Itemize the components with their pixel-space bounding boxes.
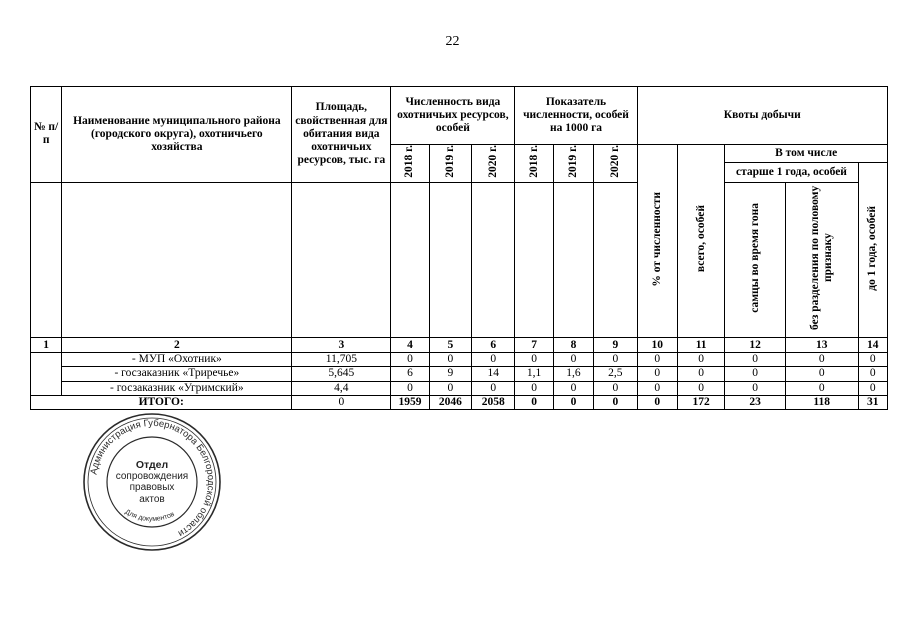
stamp-ring-textpath: Администрация Губернатора Белгородской области [88,417,217,539]
total-den-2019: 0 [553,395,593,409]
total-pop-2020: 2058 [472,395,515,409]
row-under1: 0 [858,381,887,395]
colnum-9: 9 [594,338,637,353]
header-quota: Квоты добычи [637,87,887,145]
stamp-center [80,410,224,554]
row-den-2019: 0 [553,381,593,395]
row-pop-2018: 0 [391,381,429,395]
header-area: Площадь, свойственная для обитания вида охотничьих ресурсов, тыс. га [292,87,391,183]
header-den-2018: 2018 г. [527,145,540,178]
row-nosex: 0 [785,381,858,395]
colnum-13: 13 [785,338,858,353]
header-pop-2019: 2019 г. [443,145,456,178]
row-pop-2019: 0 [429,381,471,395]
colnum-7: 7 [515,338,553,353]
row-pop-2018: 6 [391,367,429,381]
total-den-2020: 0 [594,395,637,409]
colnum-10: 10 [637,338,677,353]
header-quota-pct: % от численности [650,191,663,287]
colnum-14: 14 [858,338,887,353]
header-population: Численность вида охотничьих ресурсов, особей [391,87,515,145]
total-den-2018: 0 [515,395,553,409]
stamp-line-3: правовых [129,482,175,494]
quota-table [30,86,888,410]
row-pop-2019: 0 [429,353,471,367]
stamp-line-2: сопровождения [115,470,189,482]
row-total: 0 [677,353,724,367]
row-nosex: 0 [785,367,858,381]
table-row [31,367,888,381]
header-including: В том числе [725,145,888,163]
total-total: 172 [677,395,724,409]
colnum-6: 6 [472,338,515,353]
row-pop-2020: 0 [472,353,515,367]
row-den-2018: 1,1 [515,367,553,381]
total-area: 0 [292,395,391,409]
total-males: 23 [725,395,786,409]
row-pop-2019: 9 [429,367,471,381]
header-den-2019: 2019 г. [566,145,579,178]
row-area: 4,4 [292,381,391,395]
row-under1: 0 [858,367,887,381]
header-num: № п/п [31,87,62,183]
total-pct: 0 [637,395,677,409]
row-name: - госзаказник «Угримский» [62,381,292,395]
table-row [31,353,888,367]
row-pop-2020: 0 [472,381,515,395]
colnum-5: 5 [429,338,471,353]
colnum-12: 12 [725,338,786,353]
row-total: 0 [677,367,724,381]
header-pop-2018: 2018 г. [403,145,416,178]
colnum-8: 8 [553,338,593,353]
header-quota-total: всего, особей [694,205,707,273]
header-older: старше 1 года, особей [725,163,858,183]
stamp-line-4: актов [139,493,165,505]
row-den-2019: 0 [553,353,593,367]
row-males: 0 [725,353,786,367]
row-name: - госзаказник «Триречье» [62,367,292,381]
header-pop-2020: 2020 г. [486,145,499,178]
row-den-2020: 0 [594,353,637,367]
row-area: 5,645 [292,367,391,381]
total-under1: 31 [858,395,887,409]
row-nosex: 0 [785,353,858,367]
header-den-2020: 2020 г. [608,145,621,178]
header-males: самцы во время гона [748,203,761,313]
official-stamp [80,410,224,554]
page-number: 22 [445,34,460,49]
header-under1: до 1 года, особей [866,205,879,291]
total-row [31,395,888,409]
row-pop-2020: 14 [472,367,515,381]
row-den-2019: 1,6 [553,367,593,381]
colnum-11: 11 [677,338,724,353]
header-density: Показатель численности, особей на 1000 га [515,87,637,145]
colnum-3: 3 [292,338,391,353]
colnum-1: 1 [31,338,62,353]
total-nosex: 118 [785,395,858,409]
total-pop-2019: 2046 [429,395,471,409]
row-total: 0 [677,381,724,395]
stamp-line-1: Отдел [135,458,169,471]
row-males: 0 [725,381,786,395]
row-den-2020: 0 [594,381,637,395]
stamp-bottom-text: Для документов [123,508,176,524]
row-den-2020: 2,5 [594,367,637,381]
row-pop-2018: 0 [391,353,429,367]
total-pop-2018: 1959 [391,395,429,409]
row-under1: 0 [858,353,887,367]
row-pct: 0 [637,381,677,395]
colnum-4: 4 [391,338,429,353]
row-area: 11,705 [292,353,391,367]
row-name: - МУП «Охотник» [62,353,292,367]
total-label: ИТОГО: [31,395,292,409]
colnum-2: 2 [62,338,292,353]
header-no-sex: без разделения по половому признаку [808,185,834,331]
row-pct: 0 [637,353,677,367]
row-males: 0 [725,367,786,381]
row-den-2018: 0 [515,381,553,395]
column-numbers-row [31,338,888,353]
table-row [31,381,888,395]
header-name: Наименование муниципального района (городского округа), охотничьего хозяйства [62,87,292,183]
row-num-empty [31,353,62,396]
row-pct: 0 [637,367,677,381]
row-den-2018: 0 [515,353,553,367]
